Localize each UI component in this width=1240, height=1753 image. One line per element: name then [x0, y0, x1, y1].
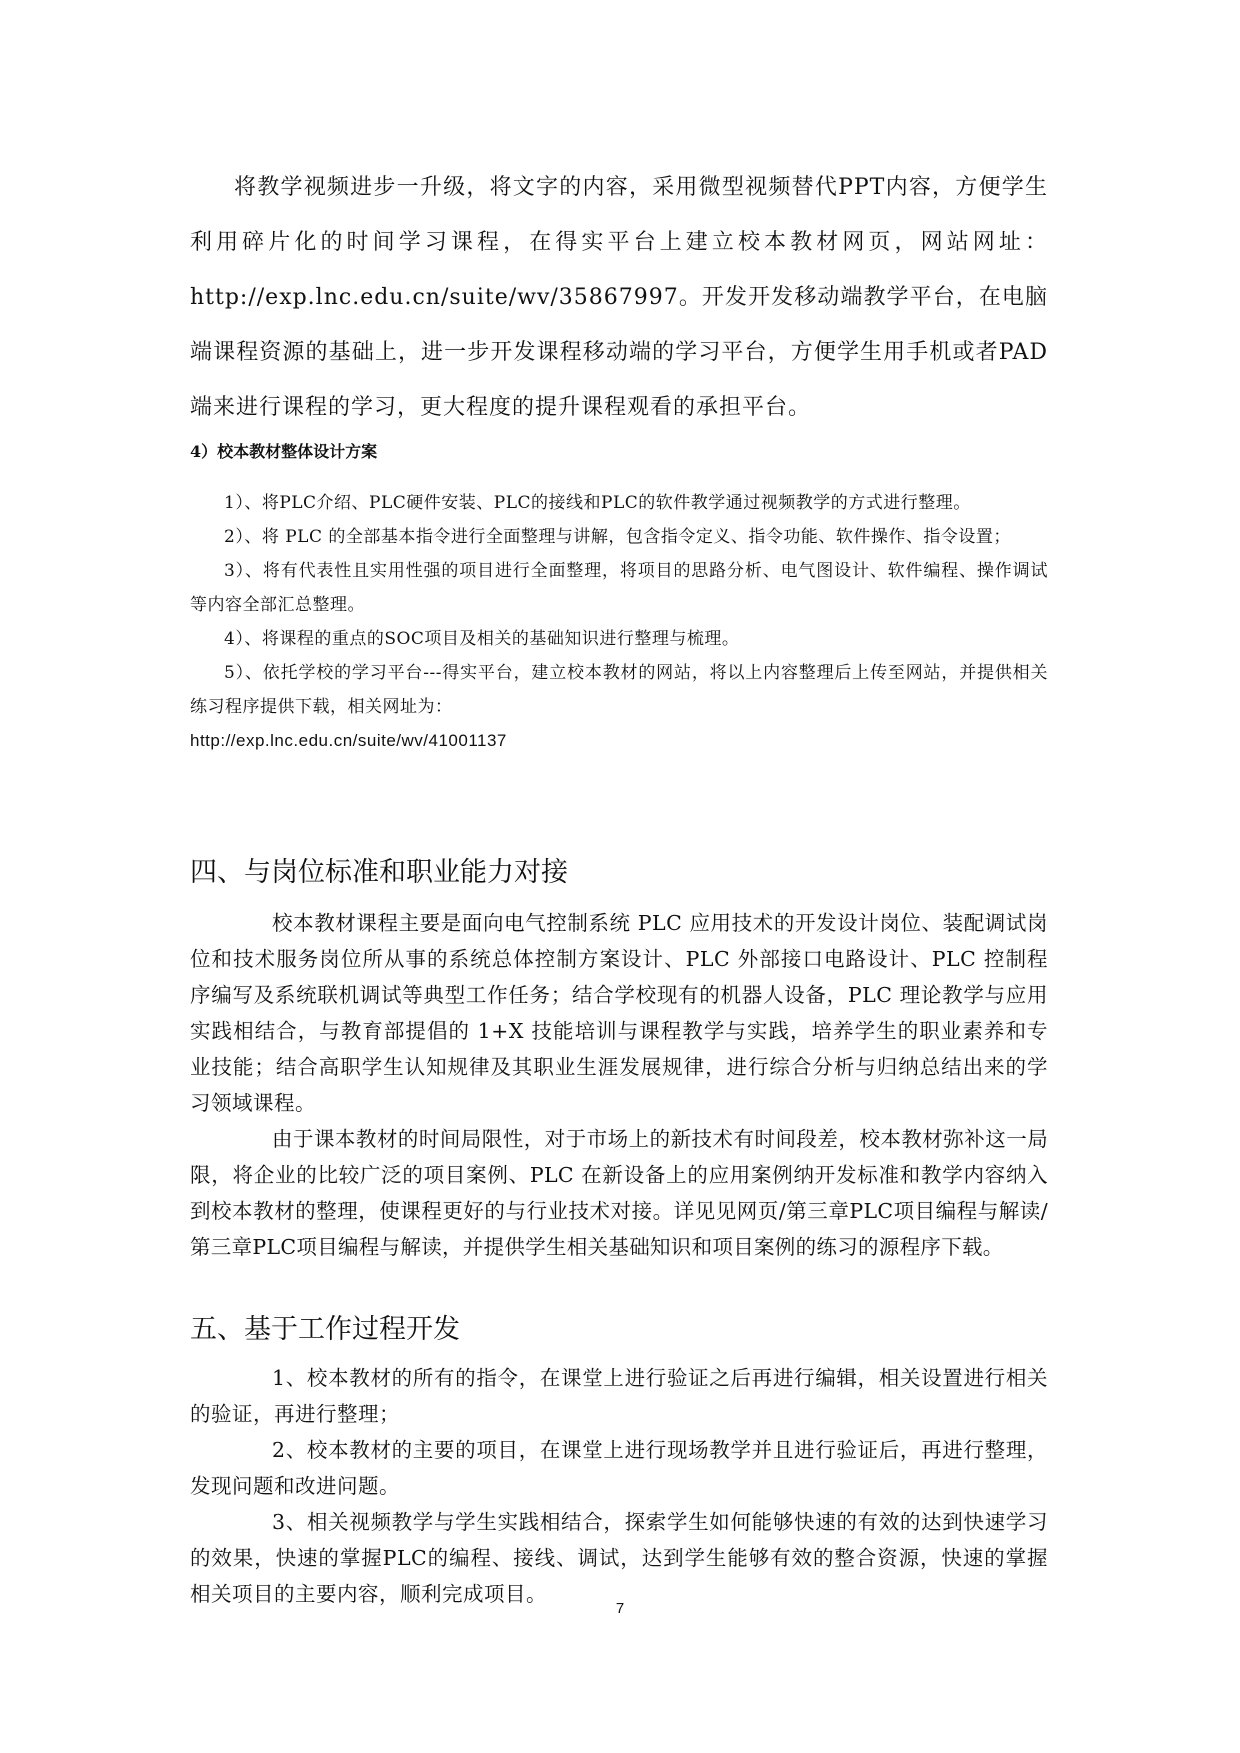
- design-plan-heading: 4）校本教材整体设计方案: [190, 442, 378, 461]
- page-number: 7: [615, 1600, 625, 1617]
- design-plan-url: http://exp.lnc.edu.cn/suite/wv/41001137: [190, 731, 507, 750]
- section-5-body: [190, 1360, 1048, 1612]
- section-4-paragraph-1: 校本教材课程主要是面向电气控制系统 PLC 应用技术的开发设计岗位、装配调试岗位和技术服务岗位所从事的系统总体控制方案设计、PLC 外部接口电路设计、PLC 控制程序编写及系统联机调试等典型工作任务；结合学校现有的机器人设备，PLC 理论教学与应用实践相结合，与教育部提倡的 1+X 技能培训与课程教学与实践，培养学生的职业素养和专业技能；结合高职学生认知规律及其职业生涯发展规律，进行综合分析与归纳总结出来的学习领域课程。: [190, 911, 1048, 1115]
- section-5-heading: 五、基于工作过程开发: [190, 1314, 460, 1345]
- section-5-paragraph-3: 3、相关视频教学与学生实践相结合，探索学生如何能够快速的有效的达到快速学习的效果，快速的掌握PLC的编程、接线、调试，达到学生能够有效的整合资源，快速的掌握相关项目的主要内容，顺利完成项目。: [190, 1510, 1048, 1606]
- section-4-body: [190, 905, 1048, 1265]
- intro-section: [190, 160, 1048, 435]
- design-plan-item-5: 5）、依托学校的学习平台---得实平台，建立校本教材的网站，将以上内容整理后上传至网站，并提供相关练习程序提供下载，相关网址为：: [190, 663, 1048, 717]
- section-5-paragraph-2: 2、校本教材的主要的项目，在课堂上进行现场教学并且进行验证后，再进行整理，发现问题和改进问题。: [190, 1438, 1048, 1498]
- design-plan-item-2: 2）、将 PLC 的全部基本指令进行全面整理与讲解，包含指令定义、指令功能、软件操作、指令设置；: [224, 527, 1011, 547]
- design-plan-item-3: 3）、将有代表性且实用性强的项目进行全面整理，将项目的思路分析、电气图设计、软件编程、操作调试等内容全部汇总整理。: [190, 561, 1048, 615]
- intro-paragraph: 将教学视频进步一升级，将文字的内容，采用微型视频替代PPT内容，方便学生利用碎片化的时间学习课程，在得实平台上建立校本教材网页，网站网址：http://exp.lnc.edu.cn/suite/wv/35867997。开发开发移动端教学平台，在电脑端课程资源的基础上，进一步开发课程移动端的学习平台，方便学生用手机或者PAD端来进行课程的学习，更大程度的提升课程观看的承担平台。: [190, 175, 1048, 420]
- design-plan-item-4: 4）、将课程的重点的SOC项目及相关的基础知识进行整理与梳理。: [224, 629, 740, 649]
- section-5-paragraph-1: 1、校本教材的所有的指令，在课堂上进行验证之后再进行编辑，相关设置进行相关的验证，再进行整理；: [190, 1366, 1048, 1426]
- design-plan-section: [190, 438, 1048, 466]
- section-4-heading: 四、与岗位标准和职业能力对接: [190, 857, 568, 888]
- design-plan-list: [190, 486, 1048, 758]
- section-4-paragraph-2: 由于课本教材的时间局限性，对于市场上的新技术有时间段差，校本教材弥补这一局限，将企业的比较广泛的项目案例、PLC 在新设备上的应用案例纳开发标准和教学内容纳入到校本教材的整理，使课程更好的与行业技术对接。详见见网页/第三章PLC项目编程与解读/第三章PLC项目编程与解读，并提供学生相关基础知识和项目案例的练习的源程序下载。: [190, 1127, 1048, 1259]
- section-5: [190, 1310, 1048, 1350]
- section-4: [190, 853, 1048, 893]
- design-plan-item-1: 1）、将PLC介绍、PLC硬件安装、PLC的接线和PLC的软件教学通过视频教学的方式进行整理。: [224, 493, 971, 513]
